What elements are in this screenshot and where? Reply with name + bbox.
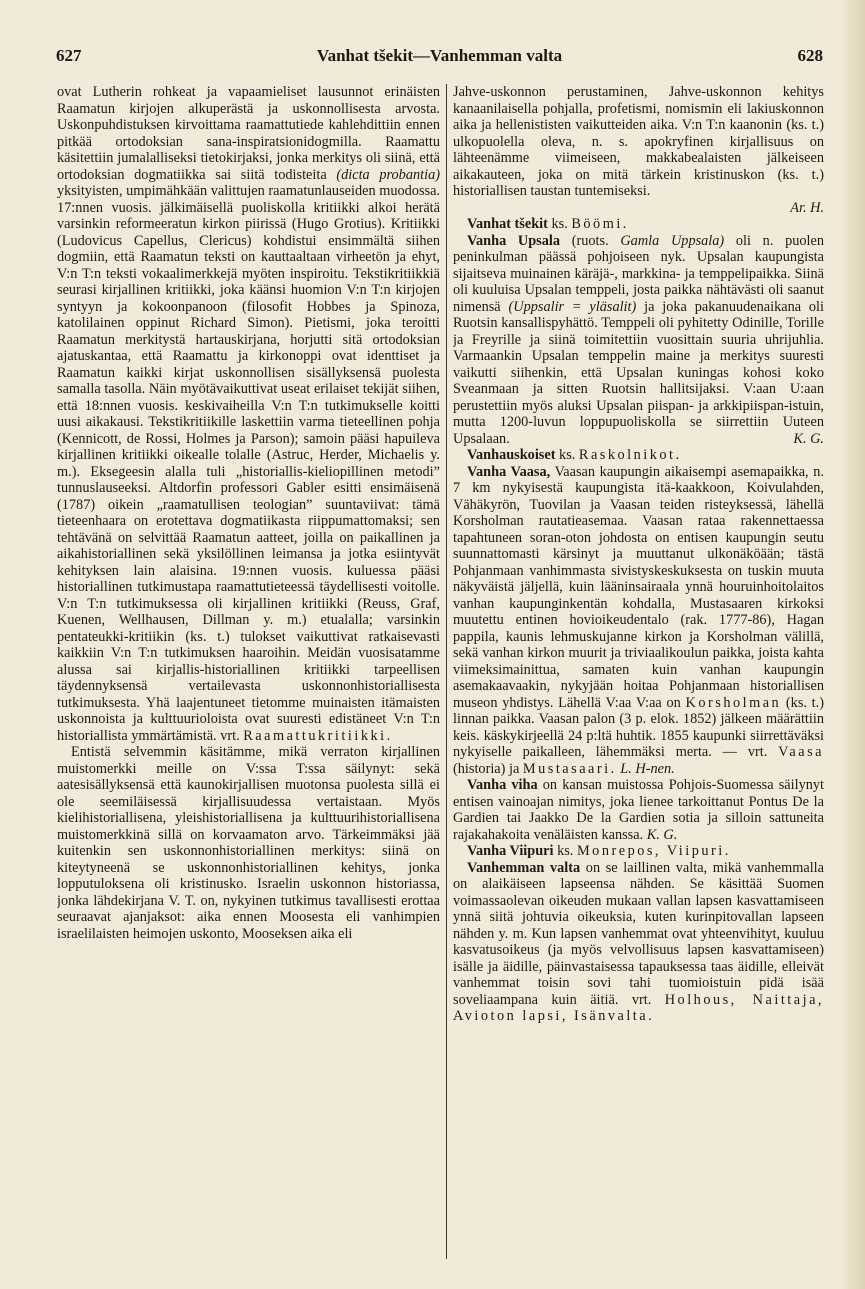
cross-reference: Monrepos, Viipuri.: [576, 843, 731, 859]
headword: Vanhauskoiset: [467, 447, 556, 463]
headword: Vanha Upsala: [467, 232, 561, 249]
entry-vanha-vaasa: Vanha Vaasa, Vaasan kaupungin aikaisempi asemapaikka, n. 7 km nykyisestä kaupungista itä-kaakkoon, Koivulahden, Vähäkyrön, Tuovilan ja Vaasan teiden risteyksessä, lähellä Korsholman rautatieasemaa. Vaasan rataa rakennettaessa tapahtuneen soran-oton johdosta on entisen kaupungin seutu suunnattomasti kärsinyt ja muuttanut ulkonäköään; tästä Pohjanmaan vanhimmasta sivistyskeskuksesta on tuskin muuta näkyväistä jäljellä, kuin lääninsairaala ynnä houruinhoitolaitos vanhan kaupunginkentän kohdalla, Mustasaaren kirkoksi muutettu entinen hovioikeudentalo (rak. 1777-86), Hagan pappila, kaunis lehmuskujanne kirkon ja Korsholman välillä, sekä vanhan kirkon muurit ja triviaalikoulun paikka, joista kahta viimeksimainittua, samaten kuin vanhan kaupungin asemakaavaakin, nykyjään hoitaa Pohjanmaan historiallisen museon yhdistys. Lähellä V:aa V:aa on Korsholman (ks. t.) linnan paikka. Vaasan palon (3 p. elok. 1852) jälkeen määrättiin keis. käskykirjeellä 24 p:ltä huhtik. 1855 kaupunki siirrettäväksi nykyiselle paikalleen, lähemmäksi merta. — vrt. Vaasa (historia) ja Mustasaari. L. H-nen.: [453, 463, 824, 777]
author-signature: K. G.: [646, 826, 678, 843]
article-paragraph: Entistä selvemmin käsitämme, mikä verraton kirjallinen muistomerkki meille on V:ssa T:ssa säilynyt: sekä aatesisällyksensä että kaunokirjallisen muotonsa puolesta sillä ei ole seemiläisessä kirjallisuudessa vertaistaan. Myös kielihistoriallisena, yleishistoriallisena ja kulttuurihistoriallisena muistomerkkinä sillä on korvaamaton arvo. Tärkeimmäksi jää kuitenkin sen uskonnonhistoriallinen merkitys: siinä on kiteytyneenä se uskonnonhistoriallinen kehitys, jonka lopputuloksena oli kristinusko. Israelin uskonnon historiassa, jonka lähdekirjana V. T. on, nykyinen tutkimus tavallisesti erottaa seuraavat ajanjaksot: aika ennen Moosesta eli vanhimpien israelilaisten heimojen uskonto, Mooseksen aika eli: [57, 744, 440, 942]
headword: Vanhemman valta: [467, 859, 581, 876]
author-signature: K. G.: [793, 430, 824, 447]
entry-vanha-viipuri: Vanha Viipuri ks. Monrepos, Viipuri.: [467, 843, 731, 859]
entry-vanha-upsala: Vanha Upsala (ruots. Gamla Uppsala) oli n. puolen peninkulman päässä pohjoiseen nyk. Upsalan kaupungista sijaitseva muinainen käräjä-, markkina- ja temppelipaikka. Siinä oli kuuluisa Upsalan temppeli, josta paikka nähtävästi oli saanut nimensä (Uppsalir = yläsalit) ja joka pakanuudenaikana oli Ruotsin kansallispyhättö. Temppeli oli pyhitetty Odinille, Torille ja Freyrille ja siinä toimitettiin vuosittain suuria uhrijuhlia. Varmaankin Upsalan temppelin maine ja merkitys suuresti vaikutti siihenkin, että Upsalan kuningas kohosi koko Sveanmaan ja sitten Ruotsin hallitsijaksi. V:aan U:aan perustettiin myös aluksi Upsalan piispan- ja arkkipiispan-istuin, mutta 1200-luvun loppupuoliskolla se siirrettiin Uuteen Upsalaan. K. G.: [453, 232, 824, 447]
cross-reference: Korsholman: [685, 694, 782, 711]
cross-reference: Böömi.: [571, 216, 629, 232]
cross-reference: Holhous, Naittaja, Avioton lapsi, Isänvalta.: [453, 991, 824, 1024]
entry-vanhauskoiset: Vanhauskoiset ks. Raskolnikot.: [467, 447, 682, 463]
cross-reference: Raamattukritiikki.: [243, 727, 393, 744]
column-divider: [446, 84, 447, 1259]
cross-reference: Vaasa: [778, 744, 824, 760]
headword: Vanha Vaasa,: [467, 463, 551, 480]
left-column: [57, 84, 440, 1274]
headword: Vanhat tšekit: [467, 216, 548, 232]
entry-vanhat-tsekit: Vanhat tšekit ks. Böömi.: [467, 216, 629, 232]
running-title: Vanhat tšekit—Vanhemman valta: [316, 46, 563, 65]
headword: Vanha viha: [467, 777, 538, 793]
article-raamattu-continued: ovat Lutherin rohkeat ja vapaamieliset lausunnot erinäisten Raamatun kirjojen alkuperästä ja uskonnollisesta arvosta. Uskonpuhdistuksen kirvoittama raamattutiede kahlehdittiin ennen pitkää ortodoksian sana-inspiratsionidogmilla. Raamattu käsitettiin jumalalliseksi tietokirjaksi, jonka merkitys oli siinä, että ortodoksian dogmatiikka sai siitä todisteita (dicta probantia) yksityisten, umpimähkään valittujen raamatunlauseiden muodossa. 17:nnen vuosis. jälkimäisellä puoliskolla kritiikki alkoi herätä varsinkin reformeeratun kirkon piirissä (Hugo Grotius). Kritiikki (Ludovicus Capellus, Clericus) kohdistui ensimmältä siihen dogmiin, että Raamatun teksti on kauttaaltaan virheetön ja ehyt, V:n T:n teksti vokaalimerkkejä myöten inspiroitu. Tekstikritiikkiä seurasi kirjallinen kritiikki, joka käänsi huomion V:n T:n kirjojen syntyyn ja kokoonpanoon (filosofit Hobbes ja Spinoza, katolilainen oppinut Richard Simon). Pietismi, joka teroitti Raamatun merkitystä hartauskirjana, horjutti sitä ortodoksian ajatuskantaa, että Raamattu ja kirkonoppi ovat identtiset ja Raamatun kaikki kirjat uskonnollisen sisällyksensä puolesta samalla tasolla. Näin myötävaikuttivat useat erilaiset tekijät siihen, että 18:nnen vuosis. keskivaiheilla V:n T:n tutkimukselle koitti uusi aikakausi. Tekstikritiikille laskettiin varma tieteellinen pohja (Kennicott, de Rossi, Holmes ja Parson); samoin pääsi hapuileva kirjallinen kritiikki oikealle tolalle (Astruc, Herder, Michaelis y. m.). Eksegeesin alalla tuli „historiallis-kieliopillinen metodi” tunnuslauseeksi. Altdorfin professori Gabler esitti ensimäisenä (1787) oikein „raamatullisen teologian” suuntaviivat: tämä tieteenhaara on erotettava dogmatiikasta riippumattomaksi; sen tehtävänä on selvittää Raamatun aatteet, joilla on paikallinen ja aikahistoriallinen sekä yksilöllinen leimansa ja jotka esiintyvät kehityksen lain alaisina. 19:nnen vuosis. kuluessa pääsi historiallinen tutkimustapa raamattutieteessä täydellisesti voitolle. V:n T:n tutkimuksessa oli kirjallinen kritiikki (Reuss, Graf, Kuenen, Wellhausen, Dillman y. m.) etualalla; varsinkin pentateukki-kritiikin (ks. t.) tulokset vaikuttivat ratkaisevasti kaikkiin V:n T:n tutkimuksen haaroihin. Meidän vuosisatamme alussa sai kirjallis-historiallinen kritiikki tarpeellisen täydennyksensä vertailevasta uskonnonhistoriallisesta tutkimuksesta. Yhä laajentuneet tietomme muinaisten itämaisten uskonnoista ja kulttuurioloista ovat suuresti edistäneet V:n T:n historiallista ymmärtämistä. vrt. Raamattukritiikki.: [57, 84, 440, 744]
cross-reference: Mustasaari.: [522, 760, 617, 777]
cross-reference: Raskolnikot.: [578, 447, 682, 463]
author-signature: Ar. H.: [790, 199, 824, 216]
author-signature: L. H-nen.: [620, 760, 675, 777]
entry-vanha-viha: Vanha viha on kansan muistossa Pohjois-Suomessa säilynyt entisen vainoajan nimitys, joka lienee tarkoittanut Pontus De la Gardien tai Jaakko De la Gardien sotia ja silloin sattuneita rajakahakoita venäläisten kanssa. K. G.: [453, 777, 824, 843]
left-page-number: 627: [56, 46, 82, 65]
right-column: [453, 84, 824, 1274]
right-page-number: 628: [797, 46, 823, 65]
article-raamattu-end: Jahve-uskonnon perustaminen, Jahve-uskonnon kehitys kanaanilaisella pohjalla, profetismi, nomismin eli lakiuskonnon aika ja hellenististen vaikutteiden aika. V:n T:n kaanonin (ks. t.) ulkopuolella oleva, n. s. apokryfinen kirjallisuus on lähteenämme viimeiseen, makkabealaisten jälkeiseen aikakauteen, joka on mitä tärkein kristinuskon (ks. t.) historiallisen taustan tuntemiseksi. Ar. H.: [453, 84, 824, 216]
headword: Vanha Viipuri: [467, 843, 554, 859]
page-header: [56, 46, 823, 70]
page-edge-shading: [839, 0, 865, 1289]
entry-vanhemman-valta: Vanhemman valta on se laillinen valta, mikä vanhemmalla on alaikäiseen lapseensa nähden. Se käsittää Suomen voimassaolevan oikeuden mukaan vallan lapsen kasvattamiseen ynnä siitä johtuvia oikeuksia, kuten kurinpitovallan lapseen nähden y. m. Kun lapsen vanhemmat ovat yhteenvihityt, kuuluu kasvatusoikeus (ja myös velvollisuus lapsen kasvattamiseen) isälle ja äidille, päinvastaisessa tapauksessa taas äidille, elleivät vanhemmat toisin sovi tahi tuomioistuin pidä isää soveliaampana kuin äitiä. vrt. Holhous, Naittaja, Avioton lapsi, Isänvalta.: [453, 859, 824, 1024]
